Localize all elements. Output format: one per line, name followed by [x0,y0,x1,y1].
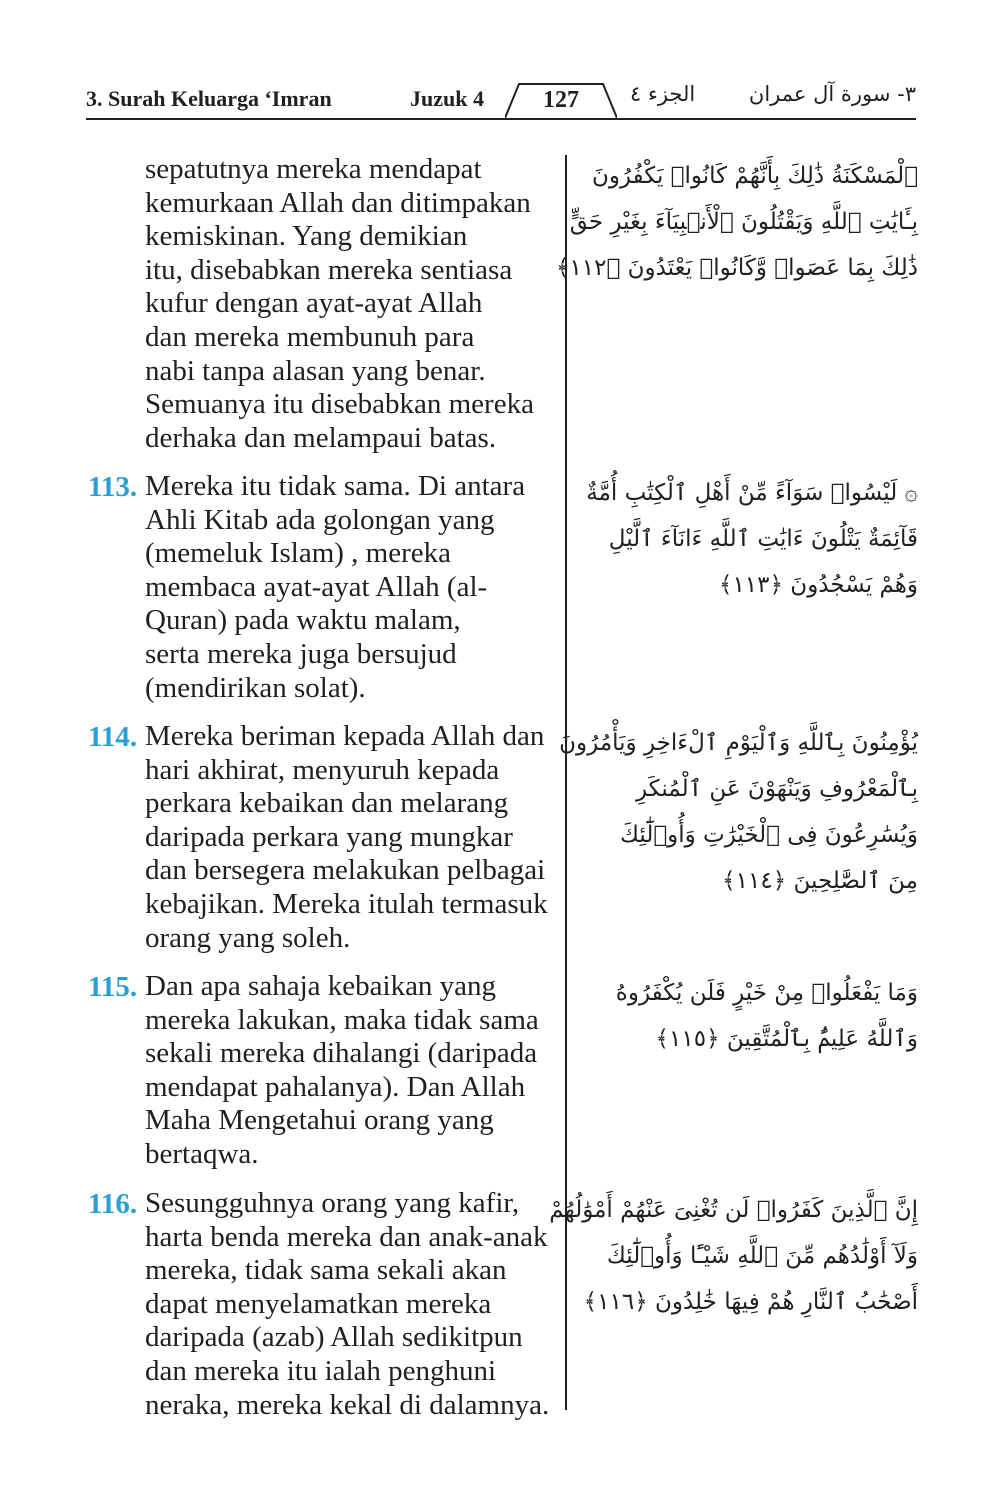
translation-line: neraka, mereka kekal di dalamnya. [145,1388,550,1421]
translation-line: dan bersegera melakukan pelbagai [145,854,546,887]
header-rule [86,118,916,120]
translation-line: sepatutnya mereka mendapat [145,153,482,185]
translation-line: mereka, tidak sama sekali akan [145,1254,507,1287]
translation-line: dan mereka membunuh para [145,320,475,353]
arabic-line: بِٱلْمَعْرُوفِ وَيَنْهَوْنَ عَنِ ٱلْمُنكَرِ [635,776,918,802]
juzuk-label: Juzuk 4 [410,86,484,111]
arabic-line: إِنَّ ٱلَّذِينَ كَفَرُوا۟ لَن تُغْنِىَ عَنْهُمْ أَمْوَٰلُهُمْ [549,1197,918,1223]
arabic-line: يُؤْمِنُونَ بِٱللَّهِ وَٱلْيَوْمِ ٱلْءَاخِرِ وَيَأْمُرُونَ [559,730,918,756]
translation-line: Mereka beriman kepada Allah dan [145,720,545,752]
translation-line: hari akhirat, menyuruh kepada [145,753,500,786]
verse-translation [145,153,560,455]
translation-line: kemiskinan. Yang demikian [145,220,468,253]
translation-line: kebajikan. Mereka itulah termasuk [145,887,548,920]
arabic-line: وَلَآ أَوْلَٰدُهُم مِّنَ ٱللَّهِ شَيْـًٔا وَأُو۟لَٰٓئِكَ [606,1243,918,1269]
translation-line: daripada (azab) Allah sedikitpun [145,1321,523,1354]
arabic-line: ذَٰلِكَ بِمَا عَصَوا۟ وَّكَانُوا۟ يَعْتَدُونَ ﴿١١٢﴾ [555,255,918,281]
arabic-line: ۞ لَيْسُوا۟ سَوَآءً مِّنْ أَهْلِ ٱلْكِتَٰبِ أُمَّةٌ [586,480,918,506]
translation-line: bertaqwa. [145,1137,259,1170]
translation-line: nabi tanpa alasan yang benar. [145,354,486,387]
verse-translation [145,1187,560,1422]
surah-title-latin: 3. Surah Keluarga ‘Imran [86,86,332,111]
verse-translation [145,970,560,1172]
juz-label-arabic: الجزء ٤ [630,82,696,106]
arabic-line: ٱلْمَسْكَنَةُ ذَٰلِكَ بِأَنَّهُمْ كَانُوا۟ يَكْفُرُونَ [591,163,918,189]
translation-line: Sesungguhnya orang yang kafir, [145,1187,520,1219]
arabic-line: وَيُسَٰرِعُونَ فِى ٱلْخَيْرَٰتِ وَأُو۟لَٰٓئِكَ [620,822,918,848]
translation-line: Quran) pada waktu malam, [145,604,461,637]
translation-line: harta benda mereka dan anak-anak [145,1220,548,1253]
translation-line: mendapat pahalanya). Dan Allah [145,1070,526,1103]
translation-line: kufur dengan ayat-ayat Allah [145,287,483,320]
verse-number: 113. [88,471,138,503]
translation-line: kemurkaan Allah dan ditimpakan [145,186,531,219]
arabic-line: وَمَا يَفْعَلُوا۟ مِنْ خَيْرٍ فَلَن يُكْفَرُوهُ [615,980,918,1006]
arabic-line: وَٱللَّهُ عَلِيمٌۢ بِٱلْمُتَّقِينَ ﴿١١٥﴾ [655,1026,918,1052]
translation-line: perkara kebaikan dan melarang [145,787,509,820]
translation-line: Semuanya itu disebabkan mereka [145,388,534,421]
verse-arabic [555,153,918,291]
translation-line: dan mereka itu ialah penghuni [145,1354,497,1387]
translation-line: Ahli Kitab ada golongan yang [145,503,495,536]
page-number: 127 [543,87,579,113]
page-number-tab [505,80,617,120]
translation-line: Mereka itu tidak sama. Di antara [145,470,526,502]
verse-number: 114. [88,721,138,753]
translation-line: derhaka dan melampaui batas. [145,421,497,454]
arabic-line: قَآئِمَةٌ يَتْلُونَ ءَايَٰتِ ٱللَّهِ ءَانَآءَ ٱلَّيْلِ [608,526,918,552]
verse-translation [145,470,560,705]
arabic-line: بِـَٔايَٰتِ ٱللَّهِ وَيَقْتُلُونَ ٱلْأَنۢبِيَآءَ بِغَيْرِ حَقٍّ [569,209,918,235]
translation-line: Maha Mengetahui orang yang [145,1104,494,1137]
verse-arabic [559,720,918,904]
verse-arabic [549,1187,918,1325]
verse-number: 115. [88,971,138,1003]
translation-line: itu, disebabkan mereka sentiasa [145,253,513,286]
verse-translation [145,720,560,955]
translation-line: orang yang soleh. [145,921,351,954]
arabic-line: وَهُمْ يَسْجُدُونَ ﴿١١٣﴾ [718,572,918,598]
arabic-line: أَصْحَٰبُ ٱلنَّارِ هُمْ فِيهَا خَٰلِدُونَ ﴿١١٦﴾ [583,1289,918,1315]
translation-line: (memeluk Islam) , mereka [145,537,451,570]
arabic-line: مِنَ ٱلصَّٰلِحِينَ ﴿١١٤﴾ [722,868,918,894]
translation-line: mereka lakukan, maka tidak sama [145,1003,539,1036]
translation-line: dapat menyelamatkan mereka [145,1287,492,1320]
translation-line: sekali mereka dihalangi (daripada [145,1037,538,1070]
verse-arabic [598,970,918,1062]
verse-arabic [586,470,918,608]
translation-line: Dan apa sahaja kebaikan yang [145,970,497,1002]
translation-line: membaca ayat-ayat Allah (al- [145,570,488,603]
surah-title-arabic: ٣- سورة آل عمران [748,82,916,106]
translation-line: (mendirikan solat). [145,671,366,704]
translation-line: daripada perkara yang mungkar [145,820,513,853]
verse-number: 116. [88,1188,138,1220]
translation-line: serta mereka juga bersujud [145,637,457,670]
